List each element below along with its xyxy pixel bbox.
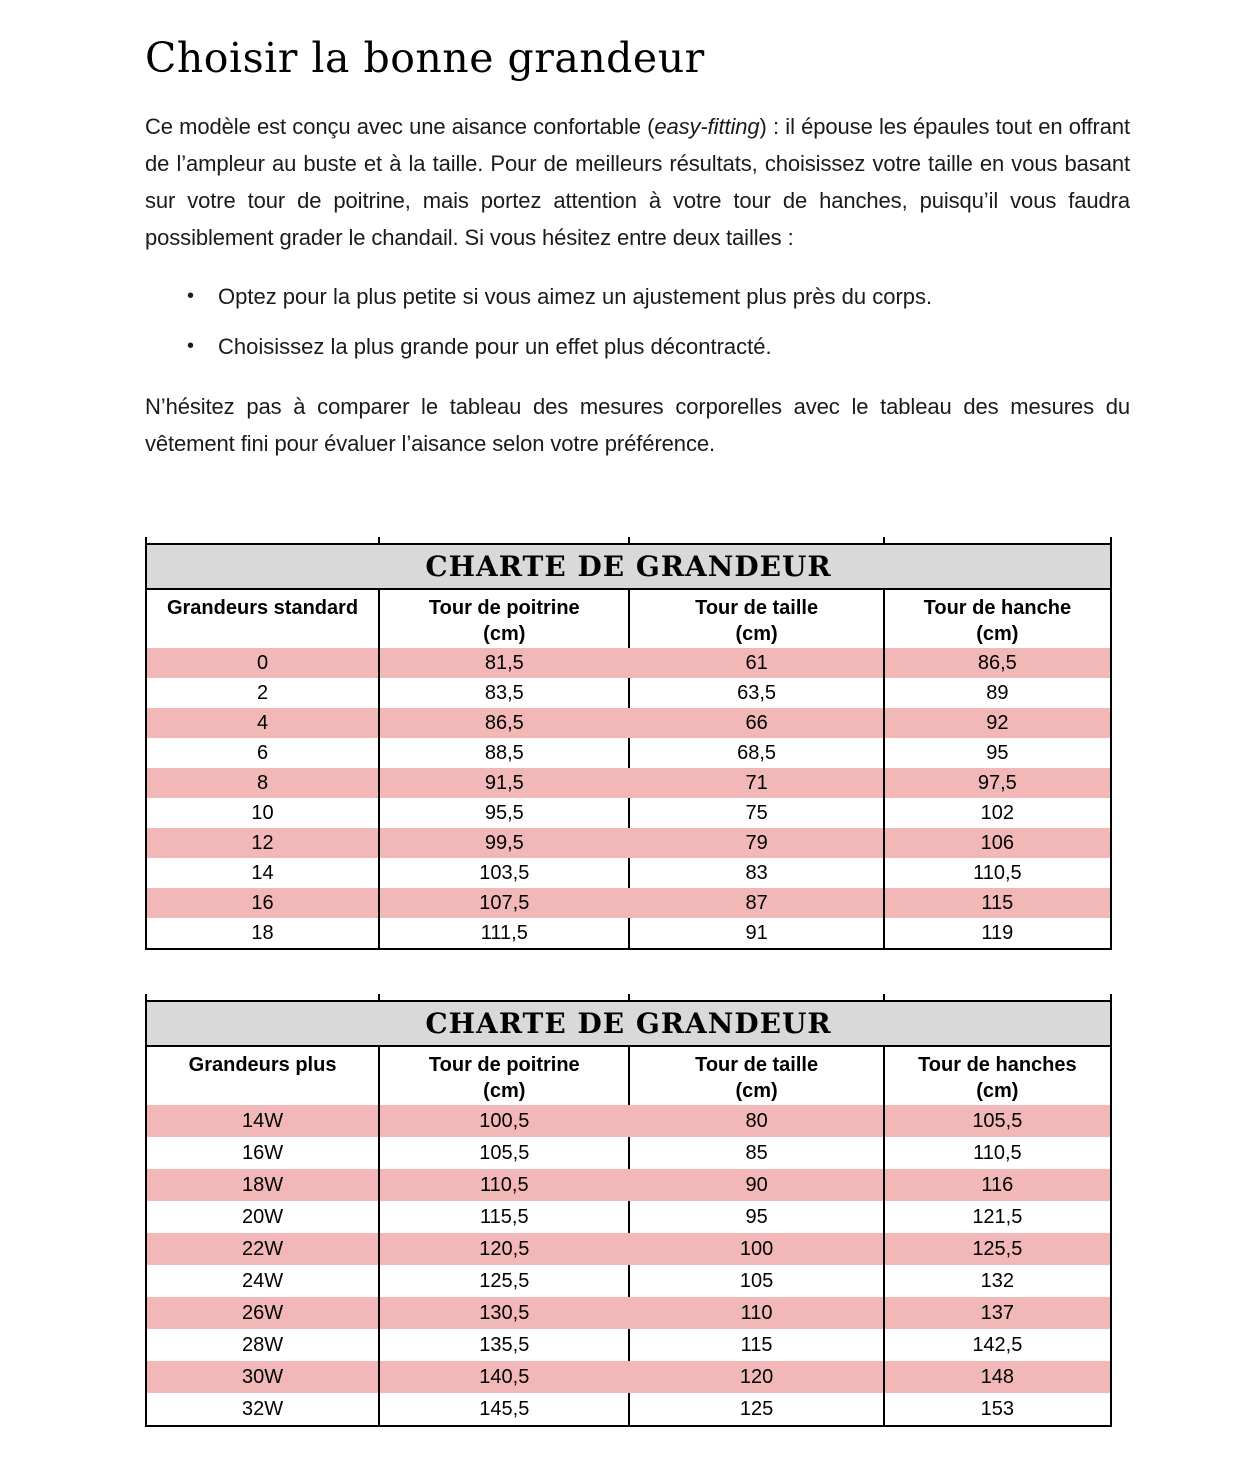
measure-cell: 120 xyxy=(628,1361,882,1393)
table-title: CHARTE DE GRANDEUR xyxy=(147,1000,1110,1047)
column-header-hip: Tour de hanche (cm) xyxy=(883,590,1110,648)
measure-cell: 87 xyxy=(628,888,882,918)
table-row xyxy=(147,648,1110,678)
size-cell: 2 xyxy=(147,678,378,708)
page-title: Choisir la bonne grandeur xyxy=(145,34,705,82)
measure-cell: 89 xyxy=(883,678,1110,708)
measure-cell: 103,5 xyxy=(378,858,628,888)
table-row xyxy=(147,1201,1110,1233)
measure-cell: 142,5 xyxy=(883,1329,1110,1361)
size-cell: 16 xyxy=(147,888,378,918)
measure-cell: 110,5 xyxy=(883,858,1110,888)
measure-cell: 153 xyxy=(883,1393,1110,1425)
note-paragraph: N’hésitez pas à comparer le tableau des mesures corporelles avec le tableau des mesures du vêtement fini pour évaluer l’aisance selon votre préférence. xyxy=(145,394,1130,456)
size-cell: 6 xyxy=(147,738,378,768)
column-header-sizes: Grandeurs standard xyxy=(147,590,378,648)
measure-cell: 83,5 xyxy=(378,678,628,708)
table-row xyxy=(147,768,1110,798)
size-cell: 28W xyxy=(147,1329,378,1361)
size-cell: 26W xyxy=(147,1297,378,1329)
measure-cell: 63,5 xyxy=(628,678,882,708)
size-chart-plus xyxy=(145,994,1112,1427)
measure-cell: 110,5 xyxy=(883,1137,1110,1169)
measure-cell: 100 xyxy=(628,1233,882,1265)
table-row xyxy=(147,1265,1110,1297)
table-row xyxy=(147,1361,1110,1393)
measure-cell: 71 xyxy=(628,768,882,798)
column-header-bust: Tour de poitrine (cm) xyxy=(378,590,628,648)
measure-cell: 125,5 xyxy=(883,1233,1110,1265)
size-cell: 0 xyxy=(147,648,378,678)
measure-cell: 79 xyxy=(628,828,882,858)
table-row xyxy=(147,888,1110,918)
size-cell: 20W xyxy=(147,1201,378,1233)
table-row xyxy=(147,1105,1110,1137)
table-title-row xyxy=(147,1000,1110,1047)
bullet-item-smaller-size: • Optez pour la plus petite si vous aimez un ajustement plus près du corps. xyxy=(145,282,1130,312)
measure-cell: 130,5 xyxy=(378,1297,628,1329)
measure-cell: 110,5 xyxy=(378,1169,628,1201)
measure-cell: 95 xyxy=(628,1201,882,1233)
measure-cell: 83 xyxy=(628,858,882,888)
measure-cell: 148 xyxy=(883,1361,1110,1393)
table-row xyxy=(147,858,1110,888)
measure-cell: 140,5 xyxy=(378,1361,628,1393)
measure-cell: 95,5 xyxy=(378,798,628,828)
measure-cell: 99,5 xyxy=(378,828,628,858)
measure-cell: 105 xyxy=(628,1265,882,1297)
easy-fitting-italic: easy-fitting xyxy=(654,114,760,139)
table-row xyxy=(147,1137,1110,1169)
size-cell: 16W xyxy=(147,1137,378,1169)
measure-cell: 91,5 xyxy=(378,768,628,798)
table-row xyxy=(147,1297,1110,1329)
table-row xyxy=(147,1233,1110,1265)
table-title-row xyxy=(147,543,1110,590)
size-cell: 24W xyxy=(147,1265,378,1297)
intro-text-pre: Ce modèle est conçu avec une aisance confortable ( xyxy=(145,114,655,139)
measure-cell: 90 xyxy=(628,1169,882,1201)
measure-cell: 86,5 xyxy=(883,648,1110,678)
measure-cell: 68,5 xyxy=(628,738,882,768)
measure-cell: 120,5 xyxy=(378,1233,628,1265)
measure-cell: 115 xyxy=(628,1329,882,1361)
measure-cell: 115,5 xyxy=(378,1201,628,1233)
measure-cell: 97,5 xyxy=(883,768,1110,798)
size-cell: 14 xyxy=(147,858,378,888)
measure-cell: 145,5 xyxy=(378,1393,628,1425)
measure-cell: 107,5 xyxy=(378,888,628,918)
measure-cell: 66 xyxy=(628,708,882,738)
size-cell: 12 xyxy=(147,828,378,858)
measure-cell: 81,5 xyxy=(378,648,628,678)
measure-cell: 61 xyxy=(628,648,882,678)
bullet-item-larger-size: • Choisissez la plus grande pour un effet plus décontracté. xyxy=(145,332,1130,362)
table-row xyxy=(147,1329,1110,1361)
size-cell: 32W xyxy=(147,1393,378,1425)
table-title: CHARTE DE GRANDEUR xyxy=(147,543,1110,590)
measure-cell: 95 xyxy=(883,738,1110,768)
measure-cell: 121,5 xyxy=(883,1201,1110,1233)
size-cell: 22W xyxy=(147,1233,378,1265)
document-page xyxy=(145,0,1130,1427)
size-cell: 14W xyxy=(147,1105,378,1137)
size-cell: 18 xyxy=(147,918,378,948)
size-chart-plus-block xyxy=(145,994,1130,1427)
measure-cell: 135,5 xyxy=(378,1329,628,1361)
measure-cell: 111,5 xyxy=(378,918,628,948)
table-row xyxy=(147,738,1110,768)
measure-cell: 125,5 xyxy=(378,1265,628,1297)
size-cell: 4 xyxy=(147,708,378,738)
column-header-bust: Tour de poitrine (cm) xyxy=(378,1047,628,1105)
bullet-list xyxy=(145,282,1130,362)
measure-cell: 91 xyxy=(628,918,882,948)
measure-cell: 80 xyxy=(628,1105,882,1137)
table-header-row xyxy=(147,590,1110,648)
column-header-waist: Tour de taille (cm) xyxy=(628,590,882,648)
measure-cell: 105,5 xyxy=(378,1137,628,1169)
measure-cell: 137 xyxy=(883,1297,1110,1329)
measure-cell: 116 xyxy=(883,1169,1110,1201)
table-row xyxy=(147,828,1110,858)
size-cell: 10 xyxy=(147,798,378,828)
size-cell: 8 xyxy=(147,768,378,798)
measure-cell: 88,5 xyxy=(378,738,628,768)
measure-cell: 86,5 xyxy=(378,708,628,738)
intro-text-post: ) : il épouse les épaules tout en offrant de l’ampleur au buste et à la taille. Pour de meilleurs résultats, choisissez votre taille en vous basant sur votre tour de poitrine, mais portez attention à votre tour de hanches, puisqu’il vous faudra possiblement grader le chandail. Si vous hésitez entre deux tailles : xyxy=(145,114,1130,250)
column-header-hip: Tour de hanches (cm) xyxy=(883,1047,1110,1105)
table-row xyxy=(147,1393,1110,1425)
column-header-sizes: Grandeurs plus xyxy=(147,1047,378,1105)
measure-cell: 92 xyxy=(883,708,1110,738)
table-row xyxy=(147,708,1110,738)
intro-paragraph xyxy=(145,108,1130,256)
size-chart-standard xyxy=(145,537,1112,950)
table-row xyxy=(147,918,1110,948)
table-body xyxy=(147,648,1110,948)
measure-cell: 106 xyxy=(883,828,1110,858)
measure-cell: 100,5 xyxy=(378,1105,628,1137)
table-body xyxy=(147,1105,1110,1425)
measure-cell: 115 xyxy=(883,888,1110,918)
measure-cell: 119 xyxy=(883,918,1110,948)
measure-cell: 102 xyxy=(883,798,1110,828)
size-cell: 30W xyxy=(147,1361,378,1393)
size-chart-standard-block xyxy=(145,537,1130,950)
column-header-waist: Tour de taille (cm) xyxy=(628,1047,882,1105)
measure-cell: 105,5 xyxy=(883,1105,1110,1137)
measure-cell: 85 xyxy=(628,1137,882,1169)
table-row xyxy=(147,678,1110,708)
measure-cell: 125 xyxy=(628,1393,882,1425)
measure-cell: 132 xyxy=(883,1265,1110,1297)
table-row xyxy=(147,1169,1110,1201)
table-header-row xyxy=(147,1047,1110,1105)
measure-cell: 75 xyxy=(628,798,882,828)
measure-cell: 110 xyxy=(628,1297,882,1329)
size-cell: 18W xyxy=(147,1169,378,1201)
table-row xyxy=(147,798,1110,828)
